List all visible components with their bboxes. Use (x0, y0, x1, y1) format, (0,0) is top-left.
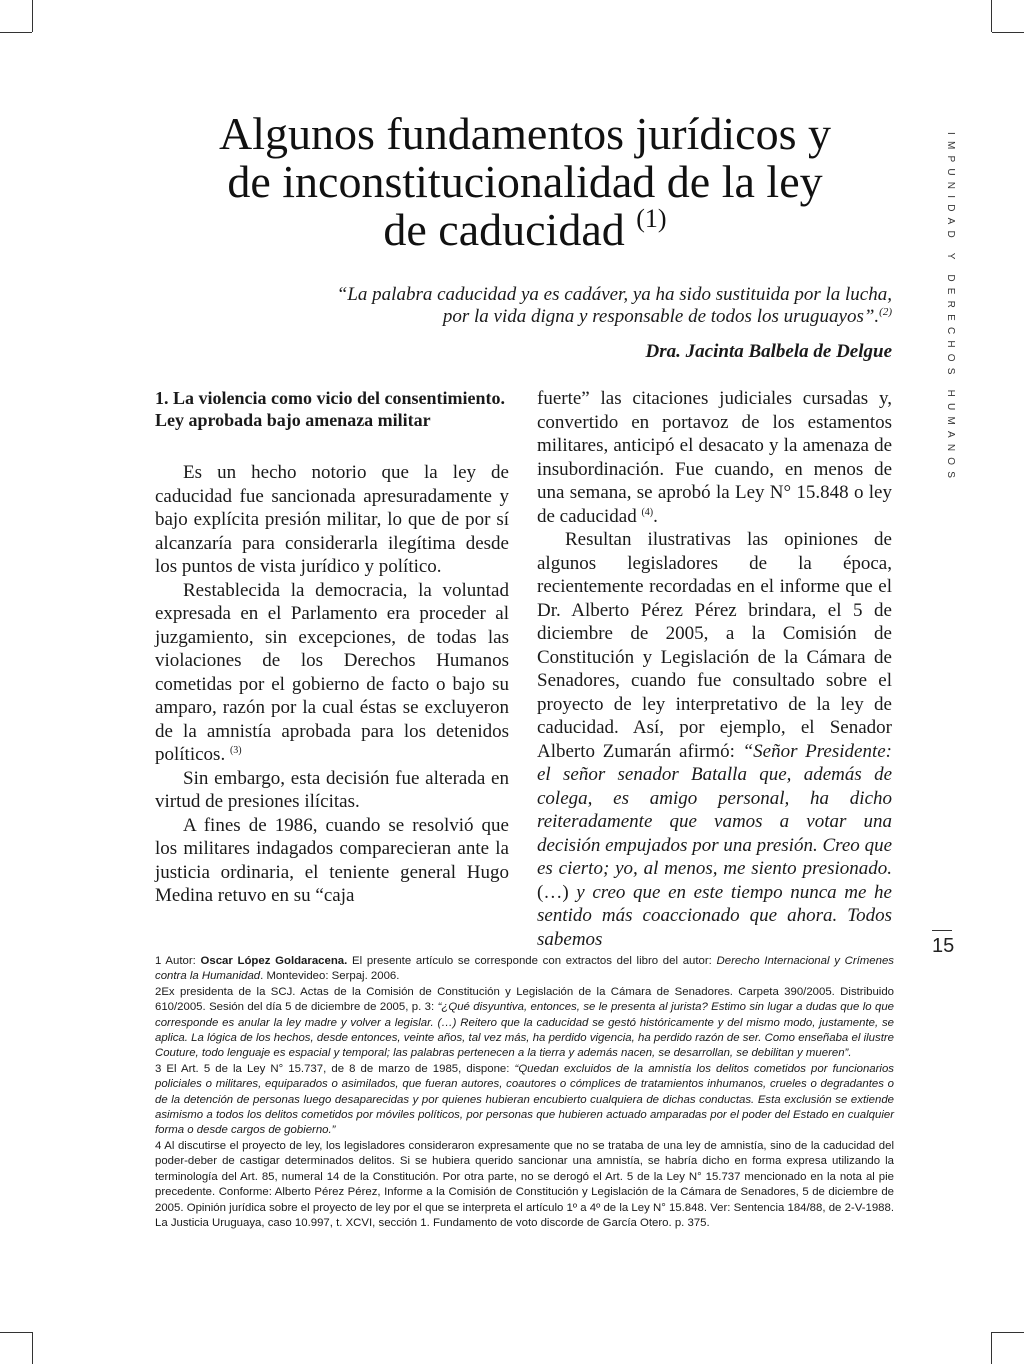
crop-mark-bottom-right-h (992, 1332, 1024, 1333)
crop-mark-bottom-right-v (991, 1332, 992, 1364)
page-number-rule (932, 930, 952, 931)
paragraph: fuerte” las citaciones judiciales cursadas y, convertido en portavoz de los estamentos militares, anticipó el desacato y la amenaza de insubordinación. Fue cuando, en menos de una semana, se aprobó la Ley N° 15.848 o ley de caducidad $^{(4)}$. (537, 388, 892, 527)
footnote-2: 2Ex presidenta de la SCJ. Actas de la Comisión de Constitución y Legislación de la Cámara de Senadores. Carpeta 390/2005. Distribuido 610/2005. Sesión del día 5 de diciembre de 2005, p. 3: “¿Qué disyuntiva, entonces, se le presenta al jurista? Estimo sin lugar a dudas que lo que corresponde es anular la ley madre y volver a legislar. (…) Reitero que la caducidad se gestó históricamente y del mismo modo, justamente, se aplica. La lógica de los hechos, desde entonces, veinte años, tal vez más, ha perdido vigencia, ha perdido razón de ser. Como enseñaba el ilustre Couture, todo lenguaje es espacial y temporal; las palabras pertenecen a la tierra y además nacen, se desarrollan, se debilitan y mueren”. (155, 985, 894, 1060)
section-heading: 1. La violencia como vicio del consentimiento. Ley aprobada bajo amenaza militar (155, 388, 505, 430)
footnote-1: 1 Autor: Oscar López Goldaracena. El presente artículo se corresponde con extractos del libro del autor: Derecho Internacional y Crímenes contra la Humanidad. Montevideo: Serpaj. 2006. (155, 955, 894, 983)
quote: y creo que en este tiempo nunca me he sentido más coaccionado que ahora. Todos sabemos (537, 881, 892, 950)
paragraph: Restablecida la democracia, la voluntad expresada en el Parlamento era proceder al juzgamiento, sin excepciones, de todas las violaciones de los Derechos Humanos cometidas por el gobierno de facto o bajo su amparo, razón por la cual éstas se excluyeron de la amnistía aprobada para los detenidos políticos. $^{(3)}$ (155, 579, 509, 765)
title-line-1: Algunos fundamentos jurídicos y (219, 108, 831, 159)
author-name: Dra. Jacinta Balbela de Delgue (645, 341, 892, 362)
footnote-4: 4 Al discutirse el proyecto de ley, los legisladores consideraron expresamente que no se trataba de una ley de amnistía, sino de la caducidad del poder-deber de castigar determinados delitos. Si se hubiera querido sancionar una amnistía, se habría dicho en forma expresa utilizando la terminología del Art. 85, numeral 14 de la Constitución. Por otra parte, no se derogó el Art. 5 de la Ley N° 15.737 mencionado en la nota al pie precedente. Conforme: Alberto Pérez Pérez, Informe a la Comisión de Constitución y Legislación de la Cámara de Senadores, 5 de diciembre de 2005. Opinión jurídica sobre el proyecto de ley por el que se interpreta el artículo 1º a 4º de la Ley N° 15.848. Ver: Sentencia 184/88, de 2-V-1988. La Justicia Uruguaya, caso 10.997, t. XCVI, sección 1. Fundamento de voto discorde de García Otero. p. 375. (155, 1139, 894, 1229)
footnote-3: 3 El Art. 5 de la Ley N° 15.737, de 8 de marzo de 1985, dispone: “Quedan excluidos de la amnistía los delitos cometidos por funcionarios policiales o militares, equiparados o asimilados, que fueran autores, coautores o cómplices de tratamientos inhumanos, crueles o degradantes o de la detención de personas luego desaparecidas y por quienes hubieran encubierto cualquiera de dichas conductas. Esta exclusión se extiende asimismo a todos los delitos cometidos por móviles políticos, por personas que hubieren actuado amparadas por el poder del Estado en cualquier forma o desde cargos de gobierno.” (155, 1062, 894, 1137)
footnote-ref[interactable]: (4) (641, 506, 654, 518)
title-line-3: de caducidad (383, 204, 625, 255)
crop-mark-top-left-v (32, 0, 33, 32)
epigraph-line-1: “La palabra caducidad ya es cadáver, ya ha sido sustituida por la lucha, (336, 284, 892, 305)
running-head: IMPUNIDAD Y DERECHOS HUMANOS (945, 132, 956, 485)
paragraph: Sin embargo, esta decisión fue alterada en virtud de presiones ilícitas. (155, 767, 509, 812)
footnotes (155, 954, 894, 1231)
column-right (537, 387, 892, 951)
footnote-ref[interactable]: (3) (229, 745, 242, 756)
quote: “Señor Presidente: el señor senador Batalla que, además de colega, es amigo personal, ha dicho reiteradamente que vamos a votar una decisión empujados por una presión. Creo que es cierto; yo, al menos, me siento presionado. (537, 740, 892, 879)
crop-mark-top-right-v (991, 0, 992, 32)
page-number: 15 (932, 935, 955, 957)
title-footnote-ref[interactable]: (1) (636, 204, 667, 233)
epigraph-line-2: por la vida digna y responsable de todos los uruguayos”. (442, 306, 880, 327)
title-line-2: de inconstitucionalidad de la ley (227, 156, 823, 207)
crop-mark-bottom-left-v (32, 1332, 33, 1364)
column-left (155, 387, 509, 908)
paragraph: Es un hecho notorio que la ley de caducidad fue sancionada apresuradamente y bajo explícita presión militar, lo que de por sí alcanzaría para considerarla ilegítima desde los puntos de vista jurídico y político. (155, 462, 509, 577)
crop-mark-bottom-left-h (0, 1332, 32, 1333)
epigraph-footnote-ref[interactable]: (2) (879, 306, 892, 318)
crop-mark-top-left-h (0, 32, 32, 33)
paragraph: Resultan ilustrativas las opiniones de algunos legisladores de la época, recientemente recordadas en el informe que el Dr. Alberto Pérez Pérez brindara, el 5 de diciembre de 2005, a la Comisión de Constitución y Legislación de la Cámara de Senadores, cuando fue consultado sobre el proyecto de ley interpretativo de la ley de caducidad. Así, por ejemplo, el Senador Alberto Zumarán afirmó: “Señor Presidente: el señor senador Batalla que, además de colega, es amigo personal, ha dicho reiteradamente que vamos a votar una decisión empujados por una presión. Creo que es cierto; yo, al menos, me siento presionado. (…) y creo que en este tiempo nunca me he sentido más coaccionado que ahora. Todos sabemos (537, 529, 892, 950)
epigraph (272, 284, 892, 328)
article-title (150, 110, 900, 254)
crop-mark-top-right-h (992, 32, 1024, 33)
paragraph: A fines de 1986, cuando se resolvió que los militares indagados comparecieran ante la justicia ordinaria, el teniente general Hugo Medina retuvo en su “caja (155, 814, 509, 906)
